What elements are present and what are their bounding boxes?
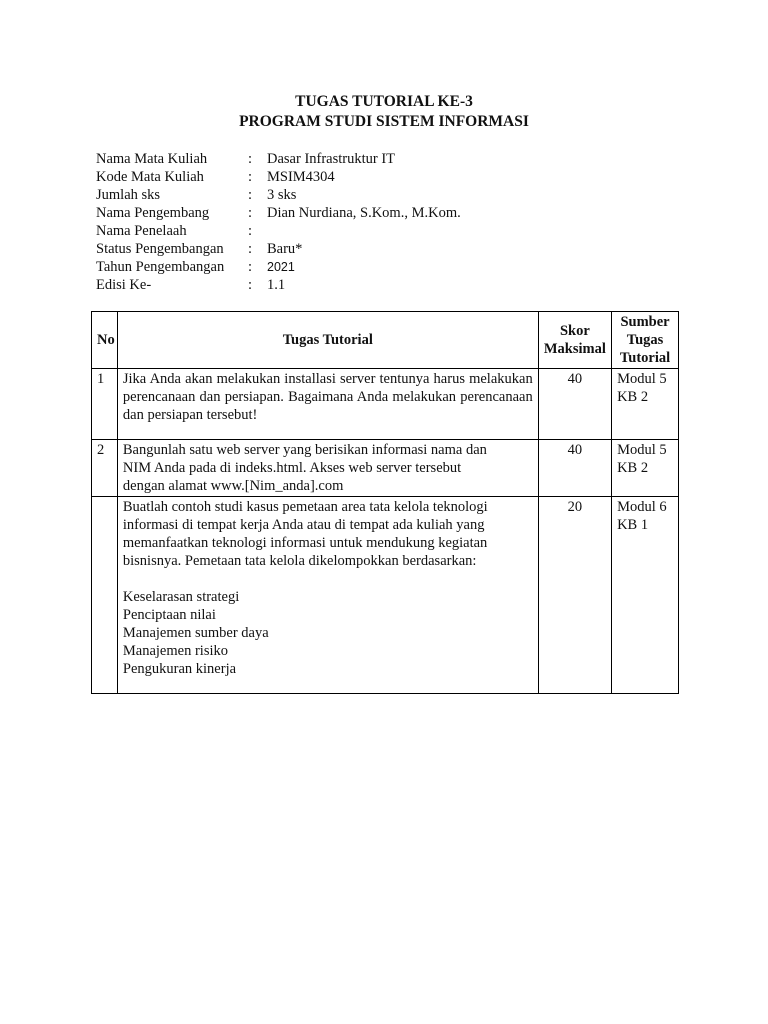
score-value: 40 — [538, 440, 611, 497]
task-line: Buatlah contoh studi kasus pemetaan area tata kelola teknologi — [122, 499, 488, 515]
column-header-no: No — [92, 312, 118, 369]
meta-label: Nama Pengembang — [96, 205, 210, 221]
row-number: 2 — [92, 440, 118, 497]
source-module: Modul 5 — [617, 442, 667, 458]
document-title-line2: PROGRAM STUDI SISTEM INFORMASI — [239, 113, 529, 130]
row-number: 1 — [92, 369, 118, 440]
meta-colon: : — [248, 169, 253, 185]
list-item: Manajemen sumber daya — [122, 625, 269, 641]
meta-value: 1.1 — [267, 277, 286, 293]
column-header-source: Sumber Tugas Tutorial — [612, 312, 679, 369]
meta-value: 2021 — [267, 260, 295, 274]
meta-value: Dasar Infrastruktur IT — [267, 151, 396, 167]
table-row — [92, 497, 679, 694]
meta-label: Nama Mata Kuliah — [96, 151, 208, 167]
source-cell — [612, 497, 679, 694]
task-line: Bangunlah satu web server yang berisikan informasi nama dan — [122, 442, 487, 458]
meta-value: 3 sks — [267, 187, 297, 203]
meta-value: MSIM4304 — [267, 169, 335, 185]
meta-label: Status Pengembangan — [96, 241, 224, 257]
meta-colon: : — [248, 151, 253, 167]
source-kb: KB 1 — [617, 517, 649, 533]
meta-value: Dian Nurdiana, S.Kom., M.Kom. — [267, 205, 461, 221]
source-cell — [612, 440, 679, 497]
list-item: Keselarasan strategi — [122, 589, 240, 605]
meta-colon: : — [248, 205, 253, 221]
source-module: Modul 5 — [617, 371, 667, 387]
source-kb: KB 2 — [617, 460, 649, 476]
column-header-task: Tugas Tutorial — [117, 312, 538, 369]
list-item: Pengukuran kinerja — [122, 661, 237, 677]
meta-colon: : — [248, 277, 253, 293]
table-row — [92, 440, 679, 497]
meta-colon: : — [248, 223, 253, 239]
meta-value: Baru* — [267, 241, 303, 257]
table-header-row — [92, 312, 679, 369]
meta-colon: : — [248, 241, 253, 257]
list-item: Manajemen risiko — [122, 643, 228, 659]
score-value: 20 — [538, 497, 611, 694]
row-number — [92, 497, 118, 694]
task-line: informasi di tempat kerja Anda atau di tempat ada kuliah yang — [122, 517, 485, 533]
task-line: NIM Anda pada di indeks.html. Akses web server tersebut — [122, 460, 462, 476]
tasks-table — [91, 311, 679, 694]
task-line: bisnisnya. Pemetaan tata kelola dikelompokkan berdasarkan: — [122, 553, 477, 569]
task-line: dengan alamat www.[Nim_anda].com — [122, 478, 344, 494]
meta-label: Tahun Pengembangan — [96, 259, 225, 275]
spacer — [123, 570, 533, 588]
column-header-score: Skor Maksimal — [538, 312, 611, 369]
meta-label: Kode Mata Kuliah — [96, 169, 204, 185]
meta-label: Edisi Ke- — [96, 277, 152, 293]
meta-colon: : — [248, 187, 253, 203]
meta-label: Jumlah sks — [96, 187, 161, 203]
score-value: 40 — [538, 369, 611, 440]
task-text: Jika Anda akan melakukan installasi server tentunya harus melakukan perencanaan dan persiapan. Bagaimana Anda melakukan perencanaan dan persiapan tersebut! — [117, 369, 538, 440]
list-item: Penciptaan nilai — [122, 607, 216, 623]
task-text — [117, 497, 538, 694]
table-row — [92, 369, 679, 440]
meta-colon: : — [248, 259, 253, 275]
source-kb: KB 2 — [617, 389, 649, 405]
meta-label: Nama Penelaah — [96, 223, 187, 239]
source-cell — [612, 369, 679, 440]
source-module: Modul 6 — [617, 499, 667, 515]
task-line: memanfaatkan teknologi informasi untuk mendukung kegiatan — [122, 535, 488, 551]
document-title-line1: TUGAS TUTORIAL KE-3 — [295, 93, 473, 110]
task-text — [117, 440, 538, 497]
